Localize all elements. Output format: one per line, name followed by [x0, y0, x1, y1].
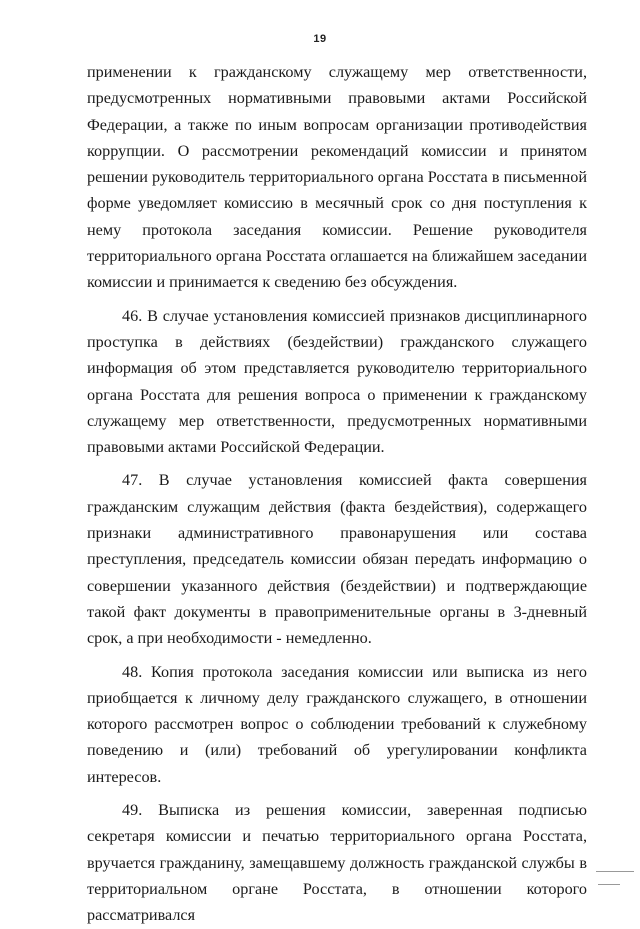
paragraph-item-46: 46. В случае установления комиссией признаков дисциплинарного проступка в действиях (бездействии) гражданского служащего информация об этом представляется руководителю территориального органа Росстата для решения вопроса о применении к гражданскому служащему мер ответственности, предусмотренных нормативными правовыми актами Российской Федерации.	[87, 306, 587, 457]
paragraph-item-49: 49. Выписка из решения комиссии, заверенная подписью секретаря комиссии и печатью территориального органа Росстата, вручается гражданину, замещавшему должность гражданской службы в территориальном органе Росстата, в отношении которого рассматривался	[87, 801, 587, 925]
scan-artifact-line	[598, 884, 620, 885]
paragraph-item-48: 48. Копия протокола заседания комиссии или выписка из него приобщается к личному делу гражданского служащего, в отношении которого рассмотрен вопрос о соблюдении требований к служебному поведению и (или) требований об урегулировании конфликта интересов.	[87, 662, 587, 786]
document-body	[87, 59, 587, 929]
page-number: 19	[313, 33, 327, 45]
paragraph-item-47: 47. В случае установления комиссией факта совершения гражданским служащим действия (факта бездействия), содержащего признаки административного правонарушения или состава преступления, председатель комиссии обязан передать информацию о совершении указанного действия (бездействии) и подтверждающие такой факт документы в правоприменительные органы в 3-дневный срок, а при необходимости - немедленно.	[87, 471, 587, 648]
scan-artifact-line	[596, 871, 634, 872]
paragraph-continuation: применении к гражданскому служащему мер ответственности, предусмотренных нормативными правовыми актами Российской Федерации, а также по иным вопросам организации противодействия коррупции. О рассмотрении рекомендаций комиссии и принятом решении руководитель территориального органа Росстата в письменной форме уведомляет комиссию в месячный срок со дня поступления к нему протокола заседания комиссии. Решение руководителя территориального органа Росстата оглашается на ближайшем заседании комиссии и принимается к сведению без обсуждения.	[87, 63, 587, 292]
